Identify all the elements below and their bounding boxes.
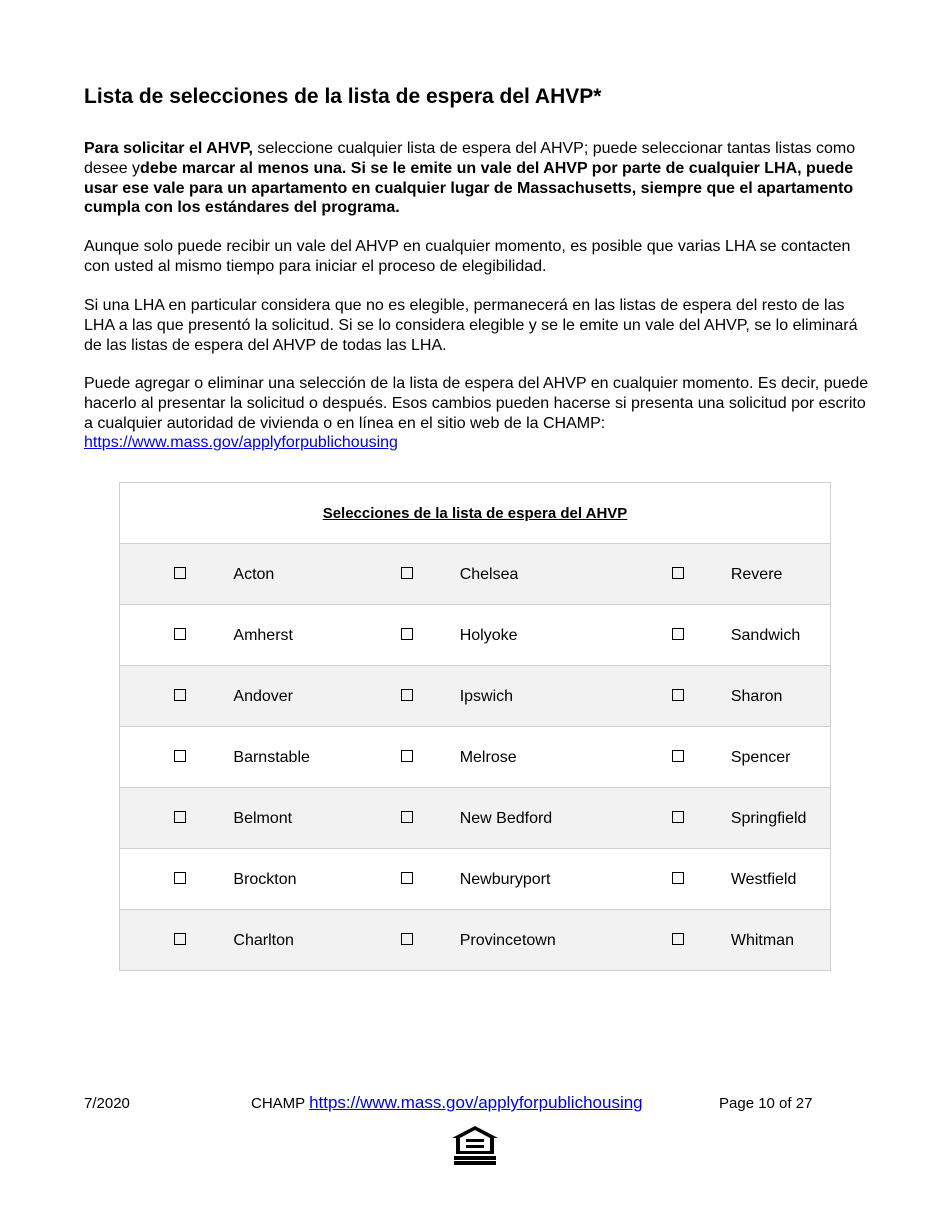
town-label: Acton <box>189 544 353 605</box>
table-row <box>120 605 831 666</box>
town-label: Melrose <box>416 727 612 788</box>
checkbox[interactable] <box>401 811 413 823</box>
checkbox[interactable] <box>174 750 186 762</box>
checkbox[interactable] <box>401 689 413 701</box>
eligibility-paragraph: Aunque solo puede recibir un vale del AHVP en cualquier momento, es posible que varias LHA se contacten con usted al mismo tiempo para iniciar el proceso de elegibilidad. <box>84 238 851 275</box>
town-label: Sharon <box>687 666 831 727</box>
checkbox[interactable] <box>401 872 413 884</box>
checkbox[interactable] <box>401 750 413 762</box>
town-label: Springfield <box>687 788 831 849</box>
footer-champ-label: CHAMP <box>251 1095 305 1112</box>
checkbox[interactable] <box>174 689 186 701</box>
town-label: Revere <box>687 544 831 605</box>
town-label: Ipswich <box>416 666 612 727</box>
checkbox[interactable] <box>174 628 186 640</box>
checkbox[interactable] <box>672 933 684 945</box>
town-label: Newburyport <box>416 849 612 910</box>
waitlist-table <box>119 482 831 971</box>
town-label: Belmont <box>189 788 353 849</box>
checkbox[interactable] <box>672 750 684 762</box>
footer-champ-link[interactable]: https://www.mass.gov/applyforpublichousing <box>309 1093 643 1112</box>
intro-bold-tail: debe marcar al menos una. Si se le emite un vale del AHVP por parte de cualquier LHA, puede usar ese vale para un apartamento en cualquier lugar de Massachusetts, siempre que el apartamento cumpla con los estándares del programa. <box>84 159 854 217</box>
checkbox[interactable] <box>401 933 413 945</box>
town-label: Whitman <box>687 910 831 971</box>
town-label: Brockton <box>189 849 353 910</box>
intro-text: seleccione cualquier lista de espera del AHVP; puede seleccionar tantas listas como desee y <box>84 140 856 177</box>
checkbox[interactable] <box>401 628 413 640</box>
footer-champ <box>251 1093 643 1113</box>
town-label: Andover <box>189 666 353 727</box>
town-label: Holyoke <box>416 605 612 666</box>
checkbox[interactable] <box>672 872 684 884</box>
town-label: Provincetown <box>416 910 612 971</box>
intro-bold-lead: Para solicitar el AHVP, <box>84 140 253 157</box>
checkbox[interactable] <box>672 567 684 579</box>
changes-text: Puede agregar o eliminar una selección de la lista de espera del AHVP en cualquier momento. Es decir, puede hacerlo al presentar la solicitud o después. Esos cambios pueden hacerse si presenta una solicitud por escrito a cualquier autoridad de vivienda o en línea en el sitio web de la CHAMP: <box>84 375 869 432</box>
checkbox[interactable] <box>672 628 684 640</box>
table-row <box>120 666 831 727</box>
table-row <box>120 910 831 971</box>
footer-page-number: Page 10 of 27 <box>719 1095 813 1112</box>
town-label: Barnstable <box>189 727 353 788</box>
champ-link[interactable]: https://www.mass.gov/applyforpublichousing <box>84 434 398 452</box>
town-label: Charlton <box>189 910 353 971</box>
table-row <box>120 788 831 849</box>
town-label: Spencer <box>687 727 831 788</box>
checkbox[interactable] <box>672 811 684 823</box>
checkbox[interactable] <box>401 567 413 579</box>
intro-paragraph <box>84 139 874 218</box>
equal-housing-logo-icon <box>450 1124 500 1166</box>
table-row <box>120 727 831 788</box>
checkbox[interactable] <box>174 933 186 945</box>
table-row <box>120 544 831 605</box>
town-label: Amherst <box>189 605 353 666</box>
changes-paragraph <box>84 374 874 453</box>
town-label: Chelsea <box>416 544 612 605</box>
table-heading: Selecciones de la lista de espera del AHVP <box>120 483 831 544</box>
town-label: New Bedford <box>416 788 612 849</box>
not-eligible-paragraph: Si una LHA en particular considera que no es elegible, permanecerá en las listas de espera del resto de las LHA a las que presentó la solicitud. Si se lo considera elegible y se le emite un vale del AHVP, se lo eliminará de las listas de espera del AHVP de todas las LHA. <box>84 297 858 354</box>
footer-date: 7/2020 <box>84 1095 130 1112</box>
checkbox[interactable] <box>672 689 684 701</box>
town-label: Westfield <box>687 849 831 910</box>
table-row <box>120 849 831 910</box>
checkbox[interactable] <box>174 872 186 884</box>
page-title: Lista de selecciones de la lista de espera del AHVP* <box>84 85 602 108</box>
checkbox[interactable] <box>174 811 186 823</box>
town-label: Sandwich <box>687 605 831 666</box>
checkbox[interactable] <box>174 567 186 579</box>
